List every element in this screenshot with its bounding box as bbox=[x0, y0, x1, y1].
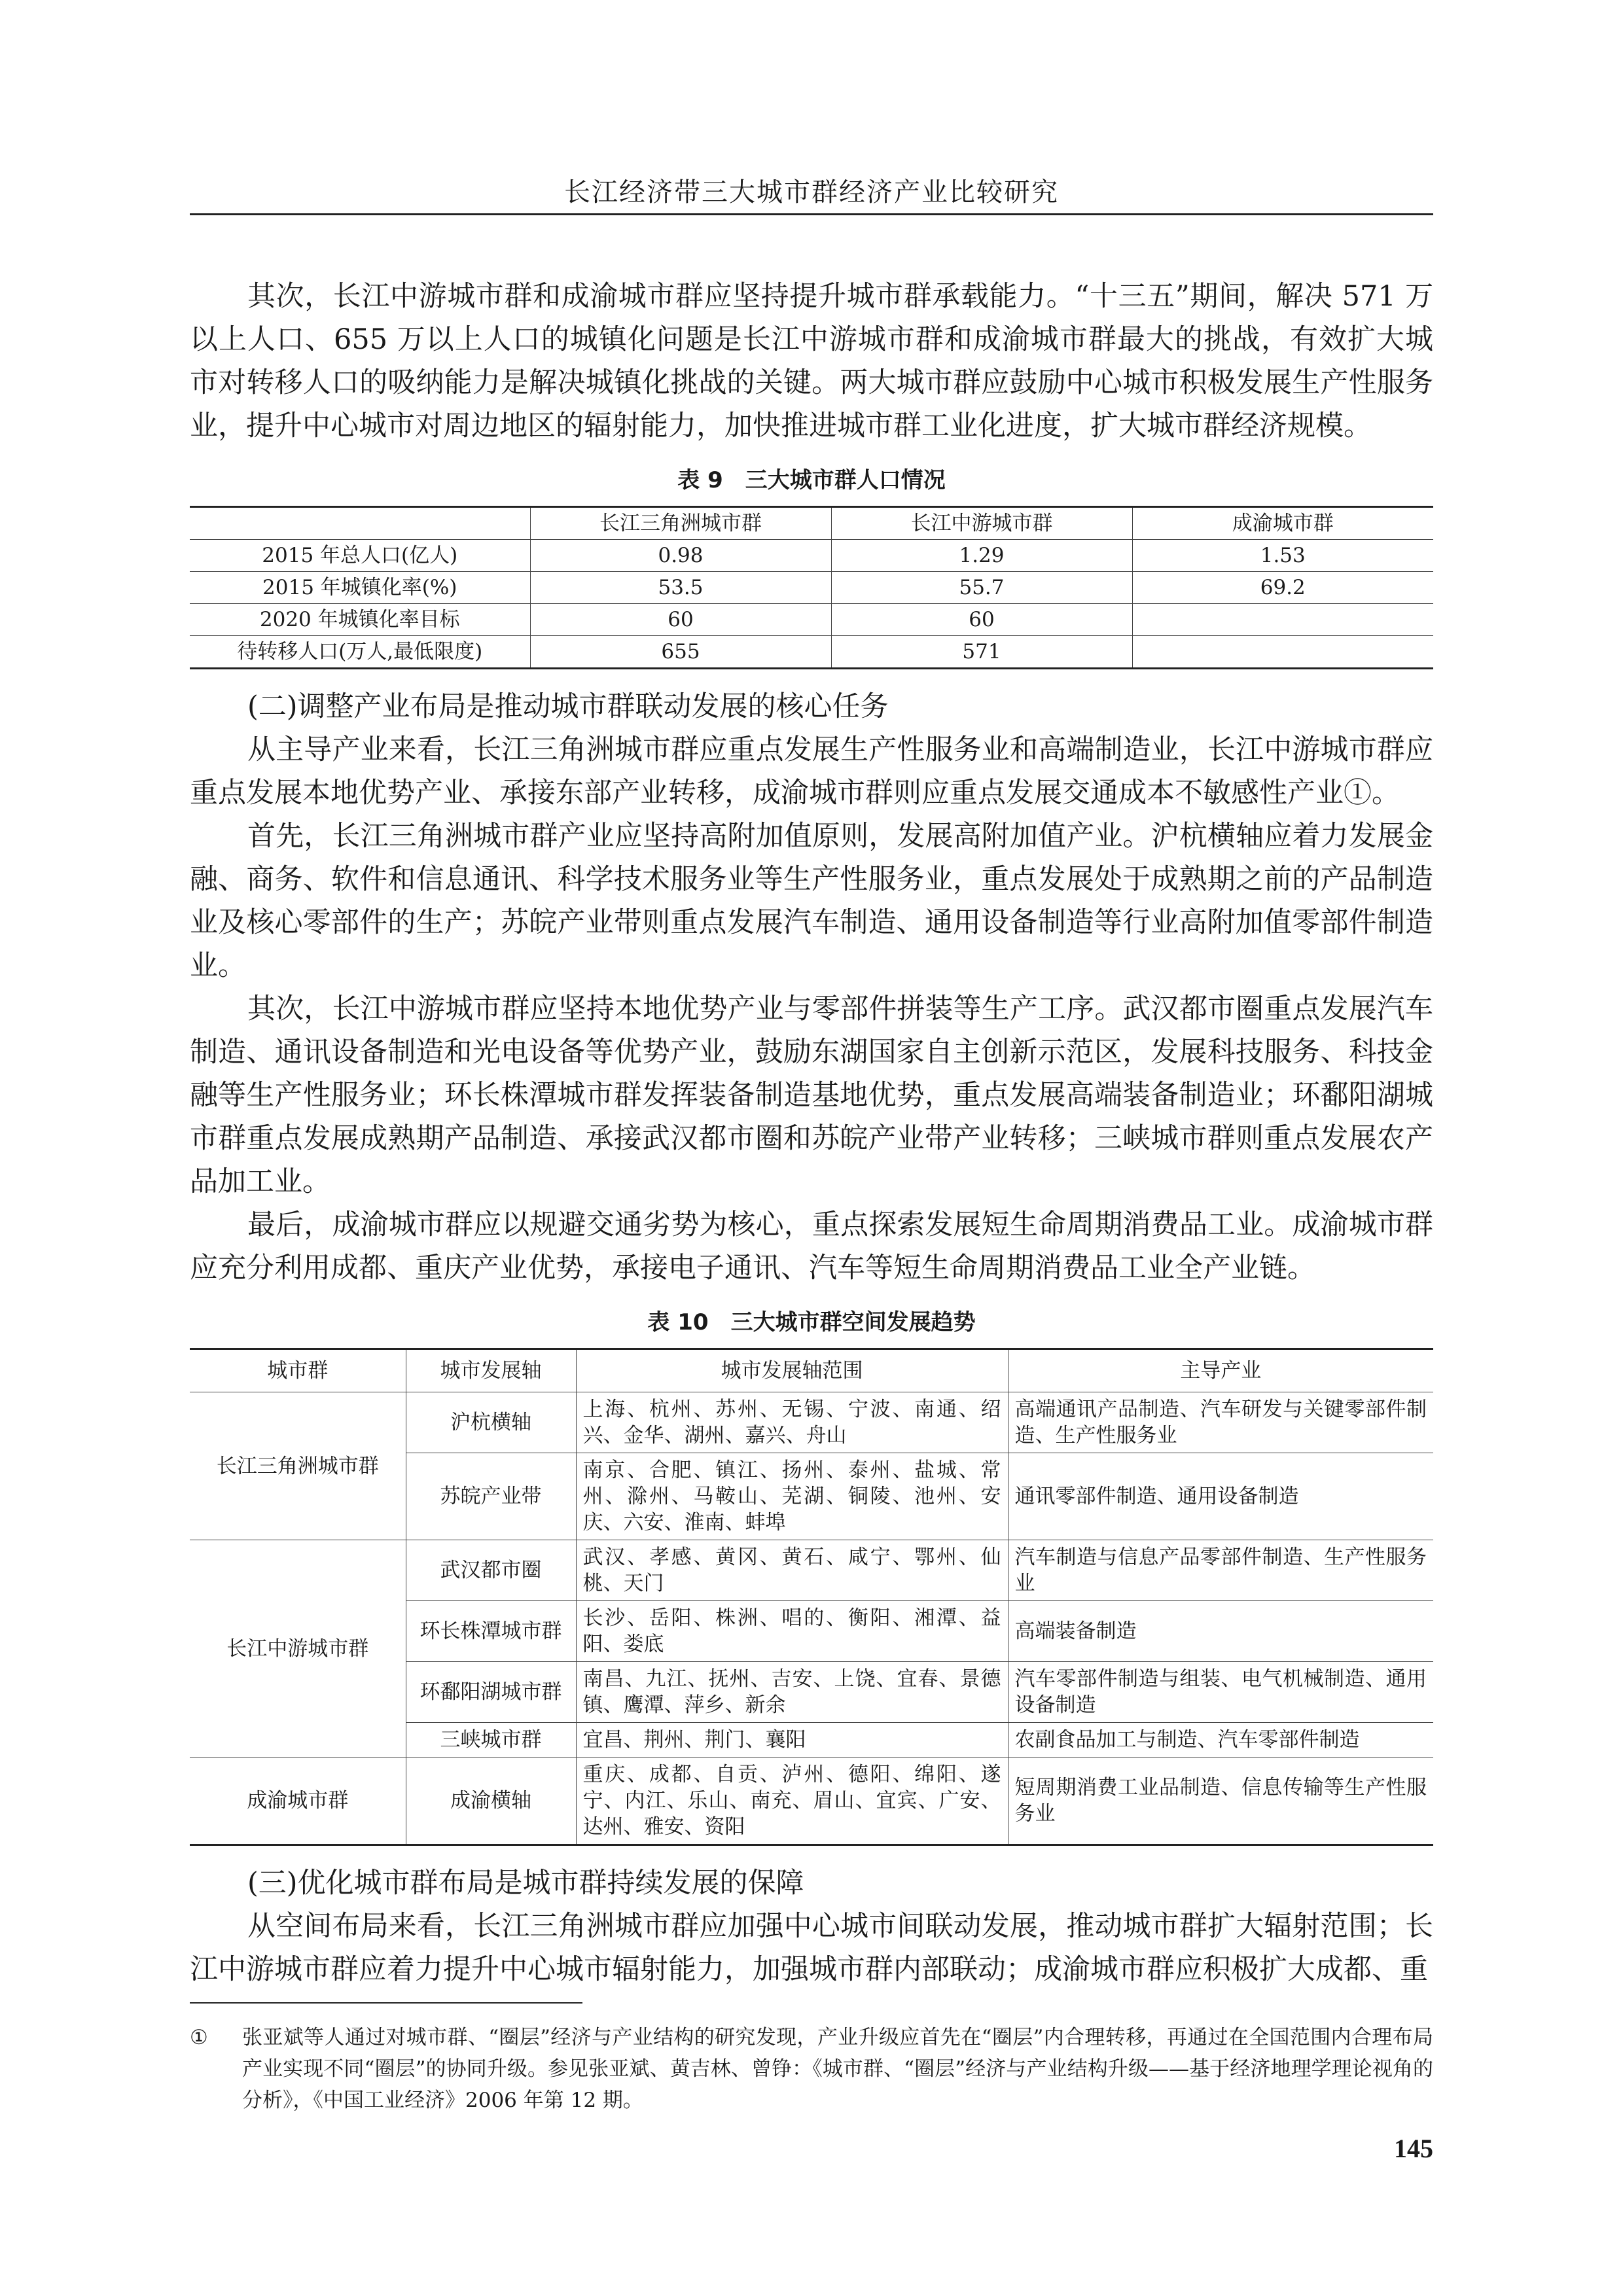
industry-cell: 农副食品加工与制造、汽车零部件制造 bbox=[1008, 1723, 1433, 1757]
industry-cell: 汽车制造与信息产品零部件制造、生产性服务业 bbox=[1008, 1540, 1433, 1601]
axis-cell: 苏皖产业带 bbox=[406, 1453, 576, 1540]
table-cell: 60 bbox=[831, 604, 1132, 636]
footnote bbox=[190, 2022, 1433, 2116]
table-header-cell bbox=[190, 507, 530, 540]
axis-cell: 三峡城市群 bbox=[406, 1723, 576, 1757]
axis-cell: 成渝横轴 bbox=[406, 1757, 576, 1845]
axis-cell: 环长株潭城市群 bbox=[406, 1601, 576, 1662]
table-cell: 2015 年总人口(亿人) bbox=[190, 540, 530, 572]
range-cell: 上海、杭州、苏州、无锡、宁波、南通、绍兴、金华、湖州、嘉兴、舟山 bbox=[576, 1392, 1008, 1453]
table-row bbox=[190, 1757, 1433, 1845]
table-cell: 待转移人口(万人,最低限度) bbox=[190, 636, 530, 669]
industry-cell: 高端通讯产品制造、汽车研发与关键零部件制造、生产性服务业 bbox=[1008, 1392, 1433, 1453]
city-cluster-cell: 长江中游城市群 bbox=[190, 1540, 406, 1757]
range-cell: 武汉、孝感、黄冈、黄石、咸宁、鄂州、仙桃、天门 bbox=[576, 1540, 1008, 1601]
range-cell: 重庆、成都、自贡、泸州、德阳、绵阳、遂宁、内江、乐山、南充、眉山、宜宾、广安、达州、雅安、资阳 bbox=[576, 1757, 1008, 1845]
table-9-caption: 表 9 三大城市群人口情况 bbox=[677, 467, 946, 493]
footnote-rule bbox=[190, 2002, 582, 2004]
table-header-cell: 城市发展轴范围 bbox=[576, 1349, 1008, 1392]
header-rule bbox=[190, 213, 1433, 215]
paragraph-1: 其次，长江中游城市群和成渝城市群应坚持提升城市群承载能力。“十三五”期间，解决 571 万以上人口、655 万以上人口的城镇化问题是长江中游城市群和成渝城市群最大的挑战，有效扩大城市对转移人口的吸纳能力是解决城镇化挑战的关键。两大城市群应鼓励中心城市积极发展生产性服务业，提升中心城市对周边地区的辐射能力，加快推进城市群工业化进度，扩大城市群经济规模。 bbox=[190, 280, 1433, 442]
section-2-paragraph-2: 首先，长江三角洲城市群产业应坚持高附加值原则，发展高附加值产业。沪杭横轴应着力发展金融、商务、软件和信息通讯、科学技术服务业等生产性服务业，重点发展处于成熟期之前的产品制造业及核心零部件的生产；苏皖产业带则重点发展汽车制造、通用设备制造等行业高附加值零部件制造业。 bbox=[190, 820, 1433, 982]
range-cell: 宜昌、荆州、荆门、襄阳 bbox=[576, 1723, 1008, 1757]
running-header: 长江经济带三大城市群经济产业比较研究 bbox=[564, 177, 1059, 207]
section-3-paragraph-1: 从空间布局来看，长江三角洲城市群应加强中心城市间联动发展，推动城市群扩大辐射范围；长江中游城市群应着力提升中心城市辐射能力，加强城市群内部联动；成渝城市群应积极扩大成都、重 bbox=[190, 1910, 1433, 1986]
range-cell: 长沙、岳阳、株洲、唱的、衡阳、湘潭、益阳、娄底 bbox=[576, 1601, 1008, 1662]
table-cell: 55.7 bbox=[831, 572, 1132, 604]
city-cluster-cell: 成渝城市群 bbox=[190, 1757, 406, 1845]
table-row bbox=[190, 604, 1433, 636]
table-cell: 69.2 bbox=[1132, 572, 1433, 604]
table-header-cell: 长江三角洲城市群 bbox=[530, 507, 831, 540]
axis-cell: 环鄱阳湖城市群 bbox=[406, 1662, 576, 1723]
axis-cell: 武汉都市圈 bbox=[406, 1540, 576, 1601]
section-2-paragraph-3: 其次，长江中游城市群应坚持本地优势产业与零部件拼装等生产工序。武汉都市圈重点发展汽车制造、通讯设备制造和光电设备等优势产业，鼓励东湖国家自主创新示范区，发展科技服务、科技金融等生产性服务业；环长株潭城市群发挥装备制造基地优势，重点发展高端装备制造业；环鄱阳湖城市群重点发展成熟期产品制造、承接武汉都市圈和苏皖产业带产业转移；三峡城市群则重点发展农产品加工业。 bbox=[190, 993, 1433, 1198]
table-header-cell: 主导产业 bbox=[1008, 1349, 1433, 1392]
table-cell: 53.5 bbox=[530, 572, 831, 604]
table-cell bbox=[1132, 604, 1433, 636]
main-content bbox=[190, 275, 1433, 1991]
page-number: 145 bbox=[1394, 2134, 1433, 2163]
table-10-caption: 表 10 三大城市群空间发展趋势 bbox=[647, 1309, 976, 1335]
table-row bbox=[190, 1392, 1433, 1453]
table-row bbox=[190, 1540, 1433, 1601]
table-header-cell: 城市群 bbox=[190, 1349, 406, 1392]
footnote-mark: ① bbox=[190, 2026, 208, 2049]
table-cell: 2020 年城镇化率目标 bbox=[190, 604, 530, 636]
table-cell: 0.98 bbox=[530, 540, 831, 572]
section-2-heading: (二)调整产业布局是推动城市群联动发展的核心任务 bbox=[247, 690, 889, 723]
table-row bbox=[190, 636, 1433, 669]
table-cell bbox=[1132, 636, 1433, 669]
axis-cell: 沪杭横轴 bbox=[406, 1392, 576, 1453]
table-header-cell: 成渝城市群 bbox=[1132, 507, 1433, 540]
table-cell: 2015 年城镇化率(%) bbox=[190, 572, 530, 604]
table-cell: 655 bbox=[530, 636, 831, 669]
table-row bbox=[190, 540, 1433, 572]
table-9 bbox=[190, 506, 1433, 669]
industry-cell: 通讯零部件制造、通用设备制造 bbox=[1008, 1453, 1433, 1540]
section-2-paragraph-1: 从主导产业来看，长江三角洲城市群应重点发展生产性服务业和高端制造业，长江中游城市群应重点发展本地优势产业、承接东部产业转移，成渝城市群则应重点发展交通成本不敏感性产业①。 bbox=[190, 733, 1433, 809]
table-row bbox=[190, 507, 1433, 540]
industry-cell: 高端装备制造 bbox=[1008, 1601, 1433, 1662]
industry-cell: 短周期消费工业品制造、信息传输等生产性服务业 bbox=[1008, 1757, 1433, 1845]
range-cell: 南昌、九江、抚州、吉安、上饶、宜春、景德镇、鹰潭、萍乡、新余 bbox=[576, 1662, 1008, 1723]
section-3-heading: (三)优化城市群布局是城市群持续发展的保障 bbox=[247, 1867, 804, 1899]
footnote-text: 张亚斌等人通过对城市群、“圈层”经济与产业结构的研究发现，产业升级应首先在“圈层”内合理转移，再通过在全国范围内合理布局产业实现不同“圈层”的协同升级。参见张亚斌、黄吉林、曾铮：《城市群、“圈层”经济与产业结构升级——基于经济地理学理论视角的分析》，《中国工业经济》2006 年第 12 期。 bbox=[242, 2026, 1433, 2112]
table-cell: 1.53 bbox=[1132, 540, 1433, 572]
table-cell: 1.29 bbox=[831, 540, 1132, 572]
city-cluster-cell: 长江三角洲城市群 bbox=[190, 1392, 406, 1540]
table-cell: 571 bbox=[831, 636, 1132, 669]
industry-cell: 汽车零部件制造与组装、电气机械制造、通用设备制造 bbox=[1008, 1662, 1433, 1723]
section-2-paragraph-4: 最后，成渝城市群应以规避交通劣势为核心，重点探索发展短生命周期消费品工业。成渝城市群应充分利用成都、重庆产业优势，承接电子通讯、汽车等短生命周期消费品工业全产业链。 bbox=[190, 1209, 1433, 1284]
range-cell: 南京、合肥、镇江、扬州、泰州、盐城、常州、滁州、马鞍山、芜湖、铜陵、池州、安庆、六安、淮南、蚌埠 bbox=[576, 1453, 1008, 1540]
table-header-cell: 城市发展轴 bbox=[406, 1349, 576, 1392]
table-cell: 60 bbox=[530, 604, 831, 636]
table-row bbox=[190, 572, 1433, 604]
table-10 bbox=[190, 1348, 1433, 1846]
table-header-cell: 长江中游城市群 bbox=[831, 507, 1132, 540]
table-row bbox=[190, 1349, 1433, 1392]
